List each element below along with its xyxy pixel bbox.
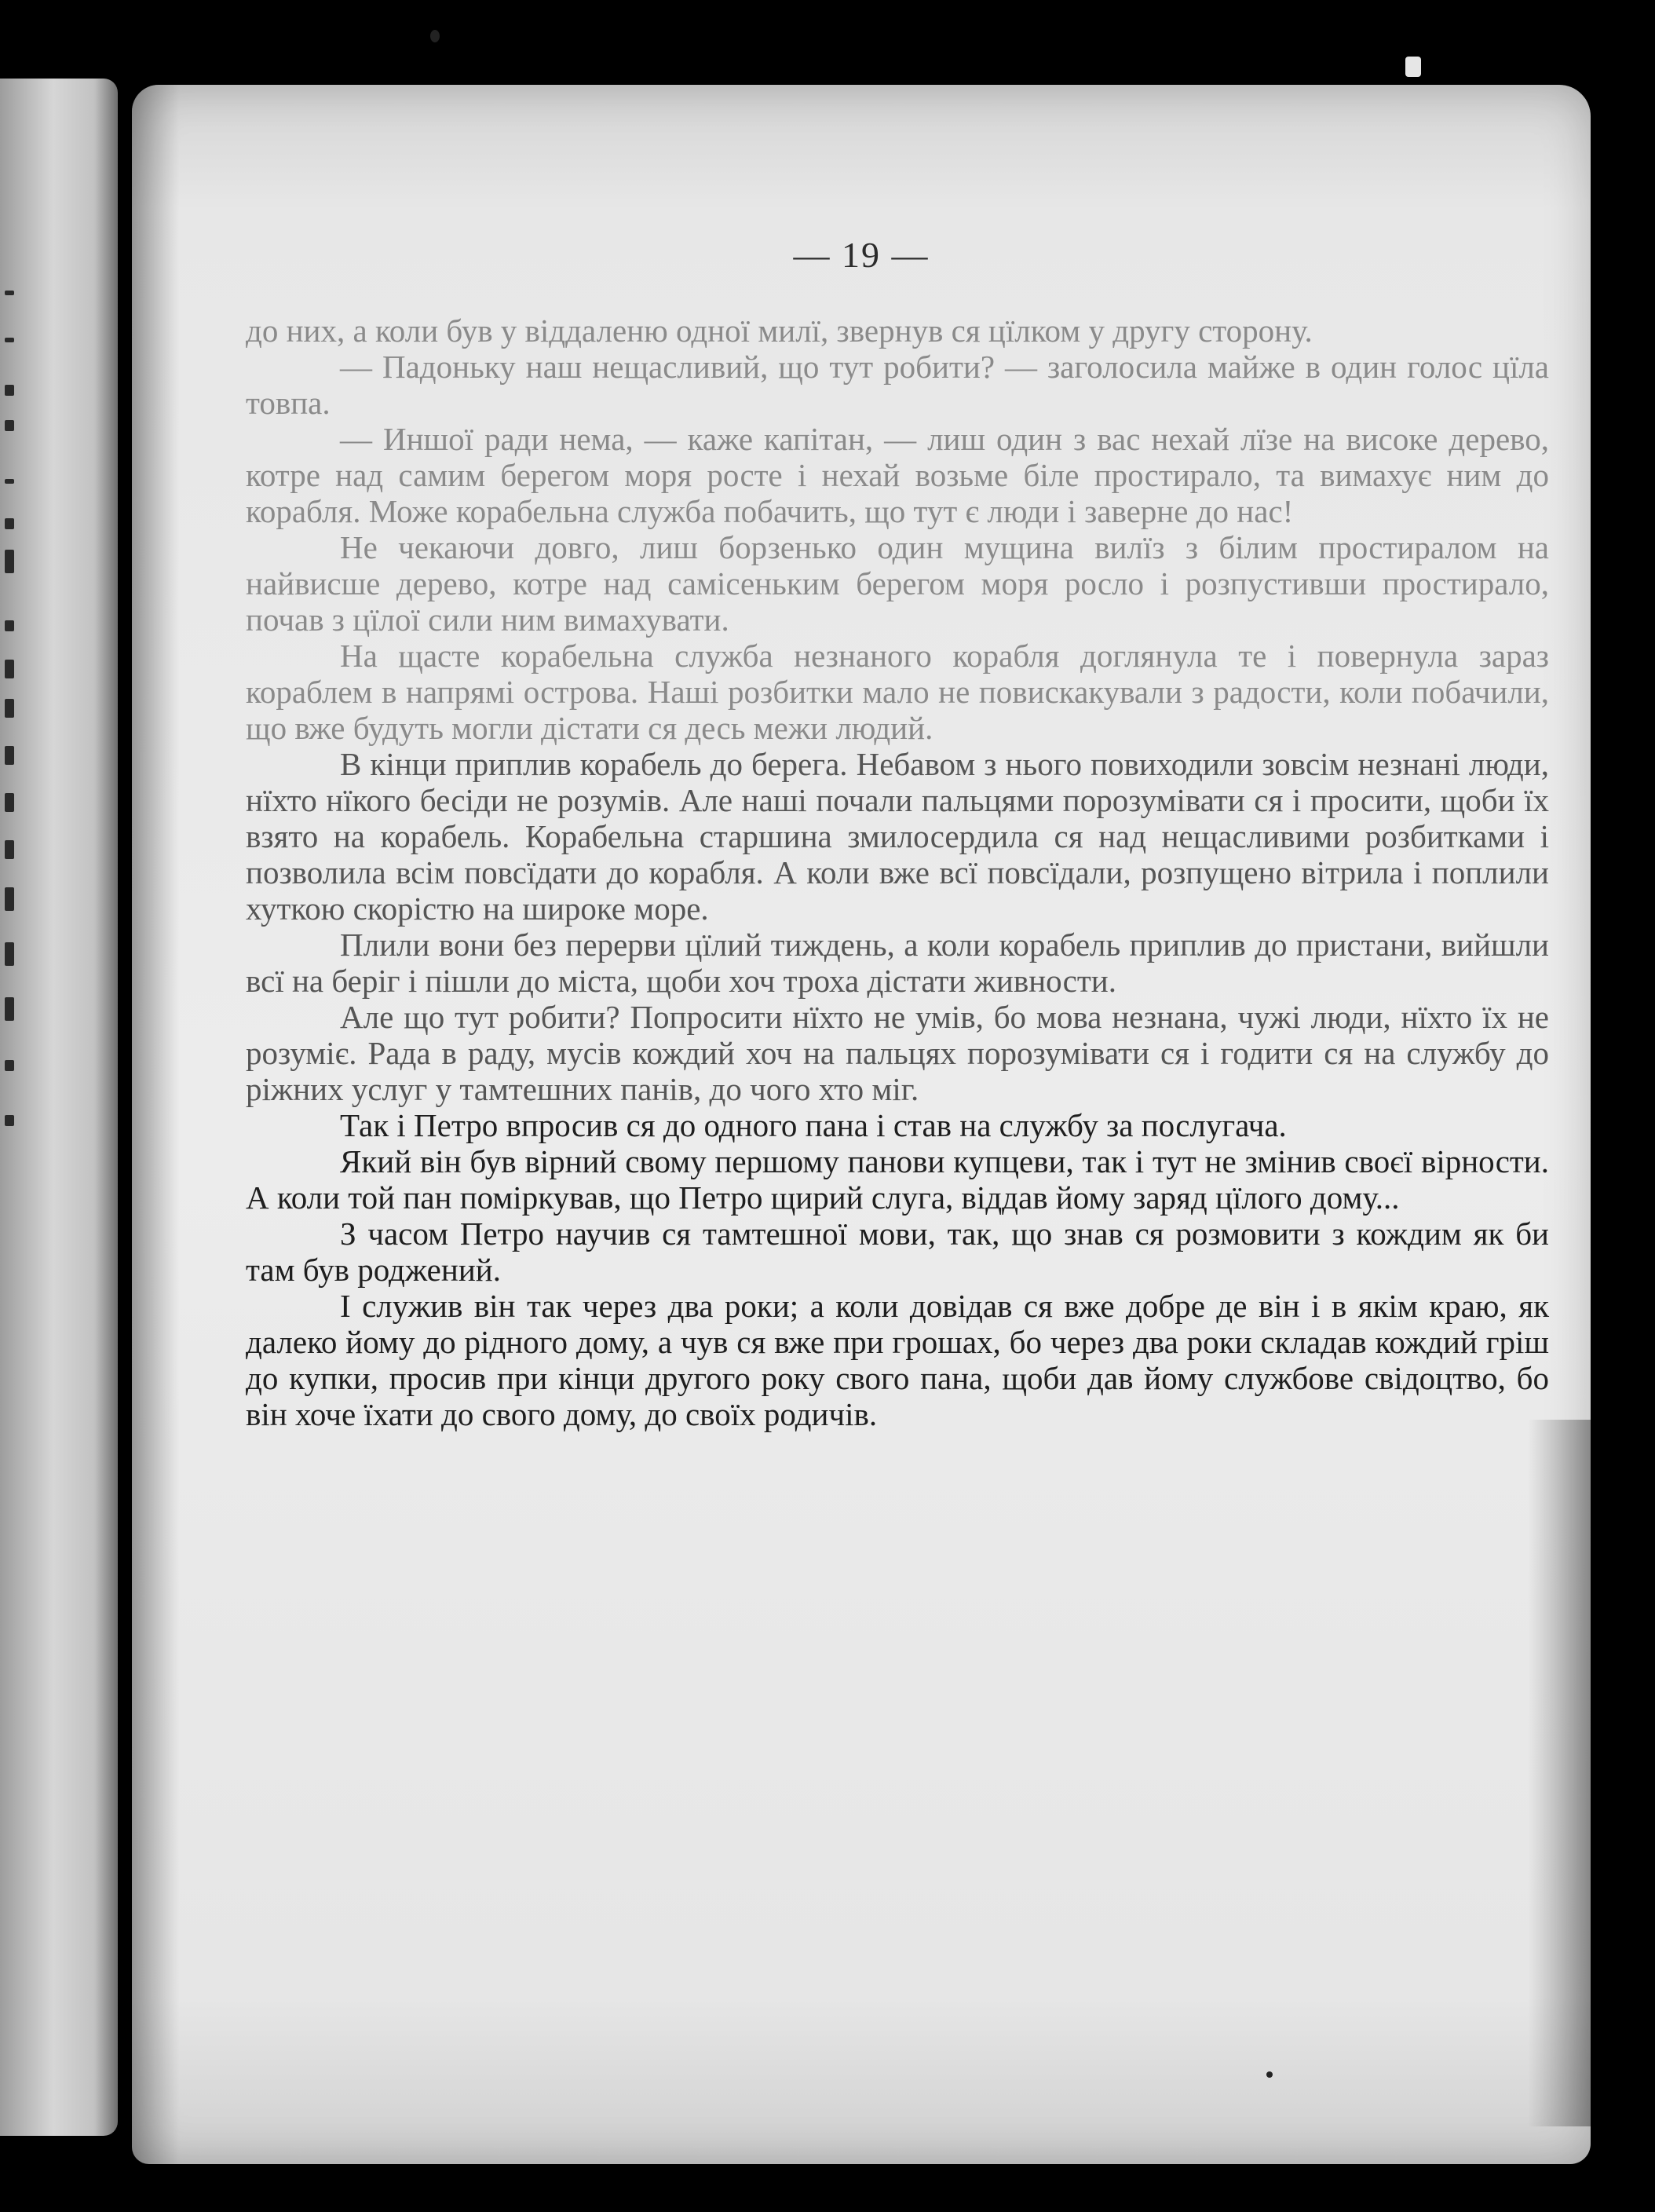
page-shadow: [1528, 1420, 1591, 2126]
paragraph: — Падоньку наш нещасливий, що тут робити? — заголосила майже в один голос цїла товпа.: [246, 349, 1549, 421]
paragraph: І служив він так через два роки; а коли довідав ся вже добре де він і в якім краю, як далеко йому до рідного дому, а чув ся вже при грошах, бо через два роки складав кождий гріш до купки, просив при кінци другого року свого пана, щоби дав йому службове свідоцтво, бо він хоче їхати до свого дому, до своїх родичів.: [246, 1288, 1549, 1432]
paragraph: На щасте корабельна служба незнаного корабля доглянула те і повернула зараз кораблем в напрямі острова. Наші розбитки мало не повискакували з радости, коли побачили, що вже будуть могли дістати ся десь межи людий.: [246, 638, 1549, 746]
paragraph: Не чекаючи довго, лиш борзенько один мущина вилїз з білим простиралом на найвисше дерево, котре над самісеньким берегом моря росло і розпустивши простирало, почав з цїлої сили ним вимахувати.: [246, 529, 1549, 638]
paragraph: — Иншої ради нема, — каже капітан, — лиш один з вас нехай лїзе на високе дерево, котре над самим берегом моря росте і нехай возьме біле простирало, та вимахує ним до корабля. Може корабельна служба побачить, що тут є люди і заверне до нас!: [246, 421, 1549, 529]
paragraph: Але що тут робити? Попросити нїхто не умів, бо мова незнана, чужі люди, нїхто їх не розуміє. Рада в раду, мусів кождий хоч на пальцях порозумівати ся і годити ся на службу до ріжних услуг у тамтешних панів, до чого хто міг.: [246, 999, 1549, 1107]
facing-page-marks: [0, 291, 22, 1233]
paragraph: З часом Петро научив ся тамтешної мови, так, що знав ся розмовити з кождим як би там був роджений.: [246, 1216, 1549, 1288]
page-text: [246, 313, 1549, 1432]
paragraph: В кінци приплив корабель до берега. Небавом з нього повиходили зовсім незнані люди, нїхто нїкого бесіди не розумів. Але наші почали пальцями порозумівати ся і просити, щоби їх взято на корабель. Корабельна старшина змилосердила ся над нещасливими розбитками і позволила всім повсїдати до корабля. А коли вже всї повсїдали, розпущено вітрила і поплили хуткою скорістю на широке море.: [246, 746, 1549, 927]
paragraph: до них, а коли був у віддаленю одної милї, звернув ся цїлком у другу сторону.: [246, 313, 1313, 349]
book-page: [132, 85, 1591, 2164]
scan-speck: [430, 30, 440, 42]
page-number: — 19 —: [793, 235, 930, 275]
paragraph: Так і Петро впросив ся до одного пана і став на службу за послугача.: [340, 1107, 1287, 1143]
scan-speck: [1266, 2071, 1273, 2078]
page-shadow: [132, 85, 179, 2164]
paragraph: Плили вони без перерви цїлий тиждень, а коли корабель приплив до пристани, вийшли всї на беріг і пішли до міста, щоби хоч троха дістати живности.: [246, 927, 1549, 999]
scan-speck: [1405, 57, 1421, 77]
paragraph: Який він був вірний свому першому панови купцеви, так і тут не змінив своєї вірности. А коли той пан поміркував, що Петро щирий слуга, віддав йому заряд цїлого дому...: [246, 1143, 1549, 1216]
